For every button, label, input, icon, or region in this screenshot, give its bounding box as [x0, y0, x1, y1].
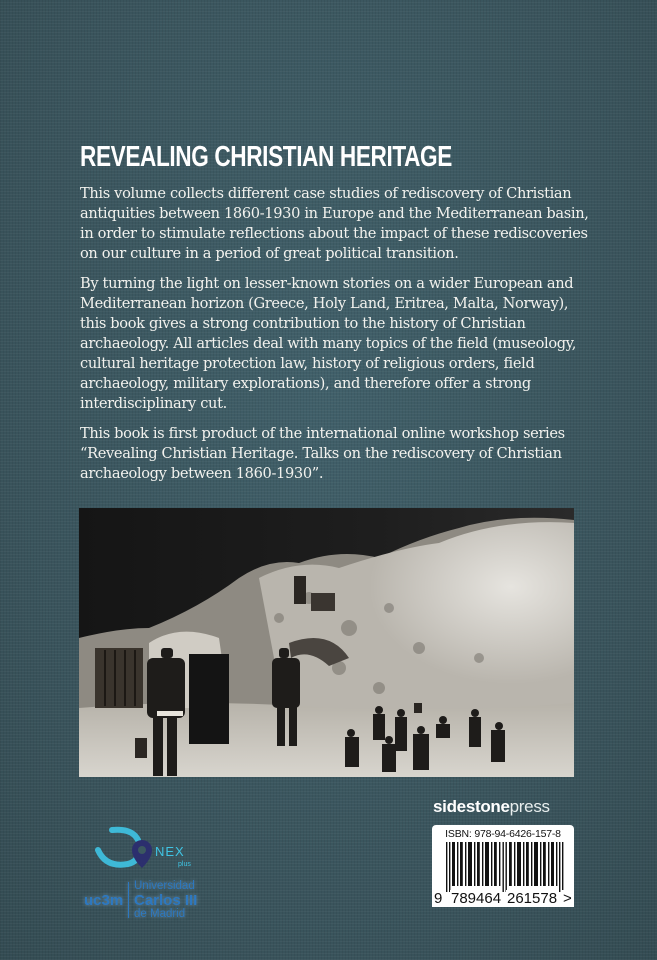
- cover-blurb: [80, 184, 592, 494]
- svg-text:plus: plus: [178, 861, 191, 868]
- isbn-barcode: [432, 825, 574, 907]
- barcode-digits: [432, 890, 574, 907]
- publisher-name-light: press: [509, 797, 550, 816]
- university-line-2: Carlos III: [134, 892, 198, 909]
- uc3m-logo: [84, 879, 234, 921]
- historic-cave-photo: [79, 508, 574, 777]
- uc3m-divider: [128, 882, 129, 918]
- university-name: [134, 880, 197, 921]
- barcode-digit-tail: >: [563, 890, 572, 907]
- blurb-paragraph-1: This volume collects different case studies of rediscovery of Christian antiquities between 1860-1930 in Europe and the Mediterranean basin, in order to stimulate reflections about the impact of these rediscoveries on our culture in a period of great political transition.: [80, 185, 589, 262]
- barcode-digit-lead: 9: [434, 890, 443, 907]
- blurb-paragraph-3: This book is first product of the international online workshop series “Revealing Christian Heritage. Talks on the rediscovery of Christian archaeology between 1860-1930”.: [80, 425, 565, 482]
- svg-text:NEX: NEX: [155, 844, 185, 859]
- cover-title: REVEALING CHRISTIAN HERITAGE: [80, 141, 452, 173]
- uc3m-abbr: uc3m: [84, 892, 124, 909]
- barcode-digit-group-1: 789464: [451, 890, 502, 907]
- blurb-paragraph-2: By turning the light on lesser-known stories on a wider European and Mediterranean horizon (Greece, Holy Land, Eritrea, Malta, Norway), this book gives a strong contribution to the history of Christian archaeology. All articles deal with many topics of the field (museology, cultural heritage protection law, history of religious orders, field archaeology, military explorations), and therefore offer a strong interdisciplinary cut.: [80, 275, 577, 412]
- sidestone-press-logo: [433, 797, 550, 817]
- university-line-3: de Madrid: [134, 908, 186, 920]
- isbn-label: ISBN: 978-94-6426-157-8: [445, 828, 561, 840]
- barcode-digit-group-2: 261578: [507, 890, 558, 907]
- conex-plus-logo: [92, 826, 196, 874]
- university-line-1: Universidad: [134, 880, 195, 892]
- barcode-icon: [446, 842, 564, 892]
- publisher-name-bold: sidestone: [433, 797, 510, 816]
